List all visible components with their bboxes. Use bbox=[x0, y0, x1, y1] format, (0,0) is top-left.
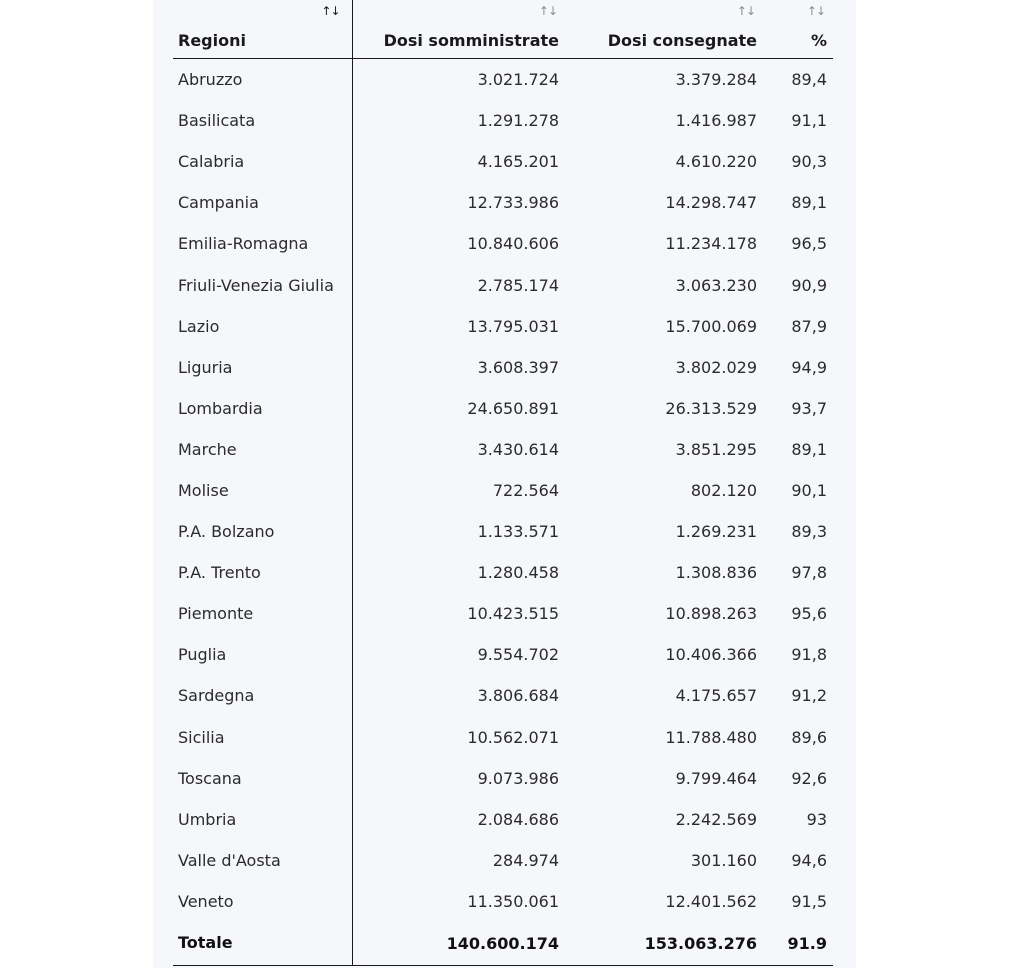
table-row bbox=[173, 264, 833, 305]
cell-regione: Valle d'Aosta bbox=[173, 840, 352, 881]
cell-regione: Marche bbox=[173, 429, 352, 470]
total-consegnate: 153.063.276 bbox=[565, 922, 763, 966]
table-row bbox=[173, 675, 833, 716]
table-row bbox=[173, 470, 833, 511]
cell-dosi-somministrate: 13.795.031 bbox=[467, 316, 559, 336]
cell-dosi-consegnate: 3.063.230 bbox=[675, 275, 757, 295]
table-row bbox=[173, 100, 833, 141]
cell-regione: P.A. Bolzano bbox=[173, 511, 352, 552]
cell-percent: 90,3 bbox=[791, 152, 827, 172]
cell-dosi-somministrate: 4.165.201 bbox=[477, 152, 559, 172]
cell-dosi-somministrate: 2.084.686 bbox=[477, 809, 559, 829]
cell-regione: Molise bbox=[173, 470, 352, 511]
cell-percent: 89,1 bbox=[791, 439, 827, 459]
cell-percent: 89,6 bbox=[791, 727, 827, 747]
cell-percent: 92,6 bbox=[791, 768, 827, 788]
cell-dosi-consegnate: 15.700.069 bbox=[665, 316, 757, 336]
cell-regione: P.A. Trento bbox=[173, 552, 352, 593]
cell-percent: 91,8 bbox=[791, 645, 827, 665]
cell-dosi-consegnate: 12.401.562 bbox=[665, 891, 757, 911]
cell-dosi-consegnate: 11.788.480 bbox=[665, 727, 757, 747]
cell-dosi-somministrate: 3.430.614 bbox=[477, 439, 559, 459]
cell-dosi-somministrate: 10.423.515 bbox=[467, 604, 559, 624]
sort-icon[interactable]: ↑↓ bbox=[806, 4, 825, 18]
total-percent: 91.9 bbox=[763, 922, 833, 966]
cell-regione: Campania bbox=[173, 182, 352, 223]
cell-percent: 91,2 bbox=[791, 686, 827, 706]
vaccine-doses-table bbox=[173, 0, 833, 966]
cell-dosi-consegnate: 26.313.529 bbox=[665, 398, 757, 418]
cell-dosi-somministrate: 722.564 bbox=[492, 480, 559, 500]
cell-dosi-somministrate: 3.608.397 bbox=[477, 357, 559, 377]
cell-percent: 89,3 bbox=[791, 522, 827, 542]
cell-dosi-somministrate: 1.280.458 bbox=[477, 563, 559, 583]
cell-regione: Umbria bbox=[173, 799, 352, 840]
cell-percent: 87,9 bbox=[791, 316, 827, 336]
cell-percent: 90,1 bbox=[791, 480, 827, 500]
cell-percent: 96,5 bbox=[791, 234, 827, 254]
table-row bbox=[173, 429, 833, 470]
total-label: Totale bbox=[173, 922, 352, 966]
table-row bbox=[173, 758, 833, 799]
cell-dosi-consegnate: 3.851.295 bbox=[675, 439, 757, 459]
cell-percent: 89,4 bbox=[791, 70, 827, 90]
cell-regione: Calabria bbox=[173, 141, 352, 182]
header-percent[interactable] bbox=[763, 0, 833, 59]
cell-percent: 91,5 bbox=[791, 891, 827, 911]
cell-dosi-consegnate: 4.175.657 bbox=[675, 686, 757, 706]
header-dosi-consegnate-label: Dosi consegnate bbox=[607, 31, 757, 50]
cell-dosi-consegnate: 14.298.747 bbox=[665, 193, 757, 213]
table-row bbox=[173, 634, 833, 675]
header-regioni-label: Regioni bbox=[178, 31, 246, 50]
cell-dosi-consegnate: 301.160 bbox=[690, 850, 757, 870]
cell-percent: 97,8 bbox=[791, 563, 827, 583]
cell-percent: 95,6 bbox=[791, 604, 827, 624]
table-row bbox=[173, 799, 833, 840]
cell-dosi-somministrate: 11.350.061 bbox=[467, 891, 559, 911]
table-row bbox=[173, 593, 833, 634]
cell-dosi-somministrate: 24.650.891 bbox=[467, 398, 559, 418]
cell-dosi-consegnate: 1.308.836 bbox=[675, 563, 757, 583]
sort-icon[interactable]: ↑↓ bbox=[538, 4, 557, 18]
cell-dosi-somministrate: 3.021.724 bbox=[477, 70, 559, 90]
cell-regione: Lazio bbox=[173, 306, 352, 347]
cell-percent: 89,1 bbox=[791, 193, 827, 213]
cell-regione: Toscana bbox=[173, 758, 352, 799]
cell-dosi-consegnate: 3.802.029 bbox=[675, 357, 757, 377]
cell-regione: Emilia-Romagna bbox=[173, 223, 352, 264]
cell-dosi-consegnate: 2.242.569 bbox=[675, 809, 757, 829]
cell-dosi-consegnate: 11.234.178 bbox=[665, 234, 757, 254]
cell-percent: 94,9 bbox=[791, 357, 827, 377]
cell-regione: Basilicata bbox=[173, 100, 352, 141]
cell-dosi-somministrate: 12.733.986 bbox=[467, 193, 559, 213]
table-row bbox=[173, 881, 833, 922]
cell-dosi-consegnate: 1.416.987 bbox=[675, 111, 757, 131]
cell-dosi-consegnate: 802.120 bbox=[690, 480, 757, 500]
header-percent-label: % bbox=[810, 31, 827, 50]
cell-regione: Puglia bbox=[173, 634, 352, 675]
cell-dosi-somministrate: 10.562.071 bbox=[467, 727, 559, 747]
total-somministrate: 140.600.174 bbox=[352, 922, 565, 966]
total-row bbox=[173, 922, 833, 966]
cell-dosi-somministrate: 2.785.174 bbox=[477, 275, 559, 295]
cell-dosi-somministrate: 1.291.278 bbox=[477, 111, 559, 131]
cell-dosi-consegnate: 9.799.464 bbox=[675, 768, 757, 788]
table-row bbox=[173, 141, 833, 182]
cell-dosi-somministrate: 284.974 bbox=[492, 850, 559, 870]
table-panel bbox=[153, 0, 856, 968]
table-row bbox=[173, 223, 833, 264]
cell-dosi-consegnate: 3.379.284 bbox=[675, 70, 757, 90]
cell-percent: 93,7 bbox=[791, 398, 827, 418]
cell-dosi-consegnate: 1.269.231 bbox=[675, 522, 757, 542]
cell-percent: 94,6 bbox=[791, 850, 827, 870]
header-dosi-somministrate-label: Dosi somministrate bbox=[383, 31, 559, 50]
header-dosi-somministrate[interactable] bbox=[352, 0, 565, 59]
table-row bbox=[173, 717, 833, 758]
cell-percent: 93 bbox=[806, 809, 827, 829]
header-regioni[interactable] bbox=[173, 0, 352, 59]
cell-dosi-somministrate: 9.073.986 bbox=[477, 768, 559, 788]
sort-icon[interactable]: ↑↓ bbox=[321, 4, 340, 18]
cell-dosi-somministrate: 9.554.702 bbox=[477, 645, 559, 665]
cell-regione: Liguria bbox=[173, 347, 352, 388]
cell-regione: Abruzzo bbox=[173, 59, 352, 101]
cell-dosi-consegnate: 4.610.220 bbox=[675, 152, 757, 172]
table-header-row bbox=[173, 0, 833, 59]
table-row bbox=[173, 59, 833, 101]
table-body bbox=[173, 59, 833, 922]
table-row bbox=[173, 552, 833, 593]
cell-regione: Lombardia bbox=[173, 388, 352, 429]
table-row bbox=[173, 840, 833, 881]
cell-dosi-consegnate: 10.406.366 bbox=[665, 645, 757, 665]
cell-dosi-somministrate: 10.840.606 bbox=[467, 234, 559, 254]
cell-regione: Sardegna bbox=[173, 675, 352, 716]
table-row bbox=[173, 511, 833, 552]
cell-regione: Friuli-Venezia Giulia bbox=[173, 264, 352, 305]
cell-regione: Veneto bbox=[173, 881, 352, 922]
table-row bbox=[173, 306, 833, 347]
cell-dosi-somministrate: 1.133.571 bbox=[477, 522, 559, 542]
cell-regione: Piemonte bbox=[173, 593, 352, 634]
table-row bbox=[173, 347, 833, 388]
header-dosi-consegnate[interactable] bbox=[565, 0, 763, 59]
cell-dosi-consegnate: 10.898.263 bbox=[665, 604, 757, 624]
table-row bbox=[173, 388, 833, 429]
cell-dosi-somministrate: 3.806.684 bbox=[477, 686, 559, 706]
table-row bbox=[173, 182, 833, 223]
sort-icon[interactable]: ↑↓ bbox=[736, 4, 755, 18]
cell-percent: 90,9 bbox=[791, 275, 827, 295]
cell-regione: Sicilia bbox=[173, 717, 352, 758]
cell-percent: 91,1 bbox=[791, 111, 827, 131]
